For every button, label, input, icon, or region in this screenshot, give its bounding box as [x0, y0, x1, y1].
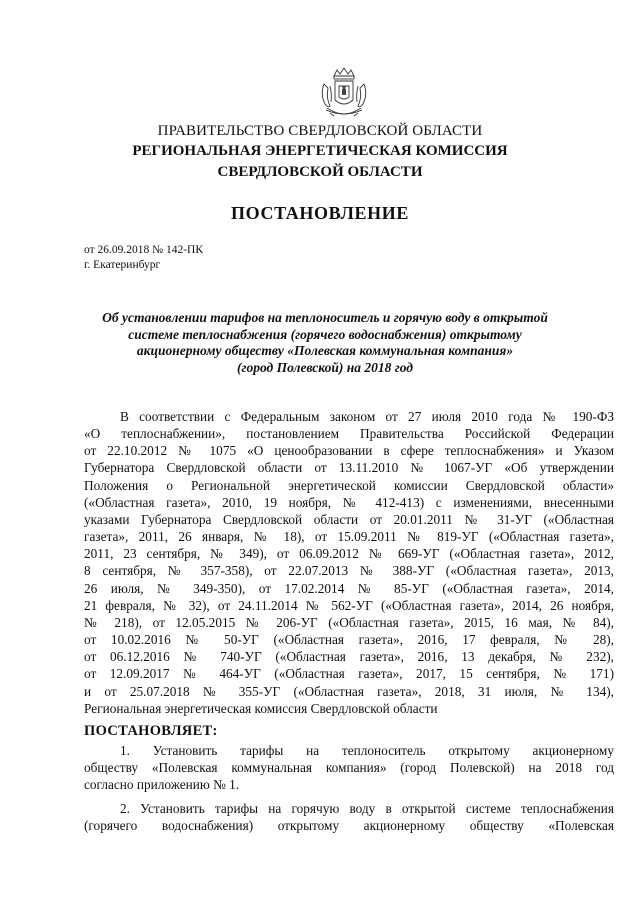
preamble-line: и от 25.07.2018 № 355-УГ («Областная газета», 2018, 31 июля, № 134),: [84, 683, 614, 699]
preamble-line: газета», 2011, 26 января, № 18), от 15.09.2011 № 819-УГ («Областная газета»,: [84, 529, 614, 545]
document-type-title: ПОСТАНОВЛЕНИЕ: [231, 203, 409, 223]
preamble-line: от 12.09.2017 № 464-УГ («Областная газета», 2017, 15 сентября, № 171): [84, 666, 614, 682]
preamble-paragraph: [84, 408, 614, 717]
preamble-line: от 10.02.2016 № 50-УГ («Областная газета», 2016, 17 февраля, № 28),: [84, 632, 614, 648]
resolves-heading: ПОСТАНОВЛЯЕТ:: [84, 723, 218, 739]
preamble-line: 26 июля, № 349-350), от 17.02.2014 № 85-УГ («Областная газета», 2014,: [84, 580, 614, 596]
government-name: ПРАВИТЕЛЬСТВО СВЕРДЛОВСКОЙ ОБЛАСТИ: [157, 123, 483, 139]
preamble-line: от 22.10.2012 № 1075 «О ценообразовании в сфере теплоснабжения» и Указом: [84, 443, 614, 459]
preamble-line: Положения о Региональной энергетической комиссии Свердловской области»: [84, 477, 614, 493]
coat-of-arms-emblem: [316, 64, 372, 122]
subject-line: акционерному обществу «Полевская коммунальная компания»: [136, 343, 514, 359]
document-city: г. Екатеринбург: [84, 259, 161, 271]
preamble-line: Губернатора Свердловской области от 13.11.2010 № 1067-УГ «Об утверждении: [84, 460, 614, 476]
preamble-line: № 218), от 12.05.2015 № 206-УГ («Областная газета», 2015, 16 мая, № 84),: [84, 614, 614, 630]
preamble-line: «О теплоснабжении», постановлением Правительства Российской Федерации: [84, 426, 614, 442]
region-name: СВЕРДЛОВСКОЙ ОБЛАСТИ: [217, 164, 423, 180]
preamble-line: 2011, 23 сентября, № 349), от 06.09.2012 № 669-УГ («Областная газета», 2012,: [84, 546, 614, 562]
document-subject: [90, 310, 560, 377]
item-line: согласно приложению № 1.: [84, 777, 240, 793]
resolution-item-2: [84, 800, 614, 834]
item-line: (горячего водоснабжения) открытому акционерному обществу «Полевская: [84, 818, 614, 834]
preamble-line: от 06.12.2016 № 740-УГ («Областная газета», 2016, 13 декабря, № 232),: [84, 649, 614, 665]
subject-line: (город Полевской) на 2018 год: [236, 360, 413, 376]
preamble-line: Региональная энергетическая комиссия Свердловской области: [84, 700, 438, 716]
item-line: 2. Установить тарифы на горячую воду в открытой системе теплоснабжения: [120, 801, 614, 816]
preamble-line: 8 сентября, № 357-358), от 22.07.2013 № 388-УГ («Областная газета», 2013,: [84, 563, 614, 579]
commission-name: РЕГИОНАЛЬНАЯ ЭНЕРГЕТИЧЕСКАЯ КОМИССИЯ: [132, 143, 508, 159]
preamble-line: («Областная газета», 2010, 19 ноября, № 412-413) с изменениями, внесенными: [84, 494, 614, 510]
preamble-line: 21 февраля, № 32), от 24.11.2014 № 562-УГ («Областная газета», 2014, 26 ноября,: [84, 597, 614, 613]
document-date-number: от 26.09.2018 № 142-ПК: [84, 244, 204, 256]
resolution-item-1: [84, 742, 614, 793]
item-line: обществу «Полевская коммунальная компания» (город Полевской) на 2018 год: [84, 760, 614, 776]
subject-line: Об установлении тарифов на теплоноситель и горячую воду в открытой: [102, 310, 548, 325]
item-line: 1. Установить тарифы на теплоноситель открытому акционерному: [120, 743, 614, 758]
preamble-line: В соответствии с Федеральным законом от 27 июля 2010 года № 190-ФЗ: [120, 409, 614, 424]
preamble-line: указами Губернатора Свердловской области от 20.01.2011 № 31-УГ («Областная: [84, 511, 614, 527]
subject-line: системе теплоснабжения (горячего водоснабжения) открытому: [128, 326, 522, 342]
